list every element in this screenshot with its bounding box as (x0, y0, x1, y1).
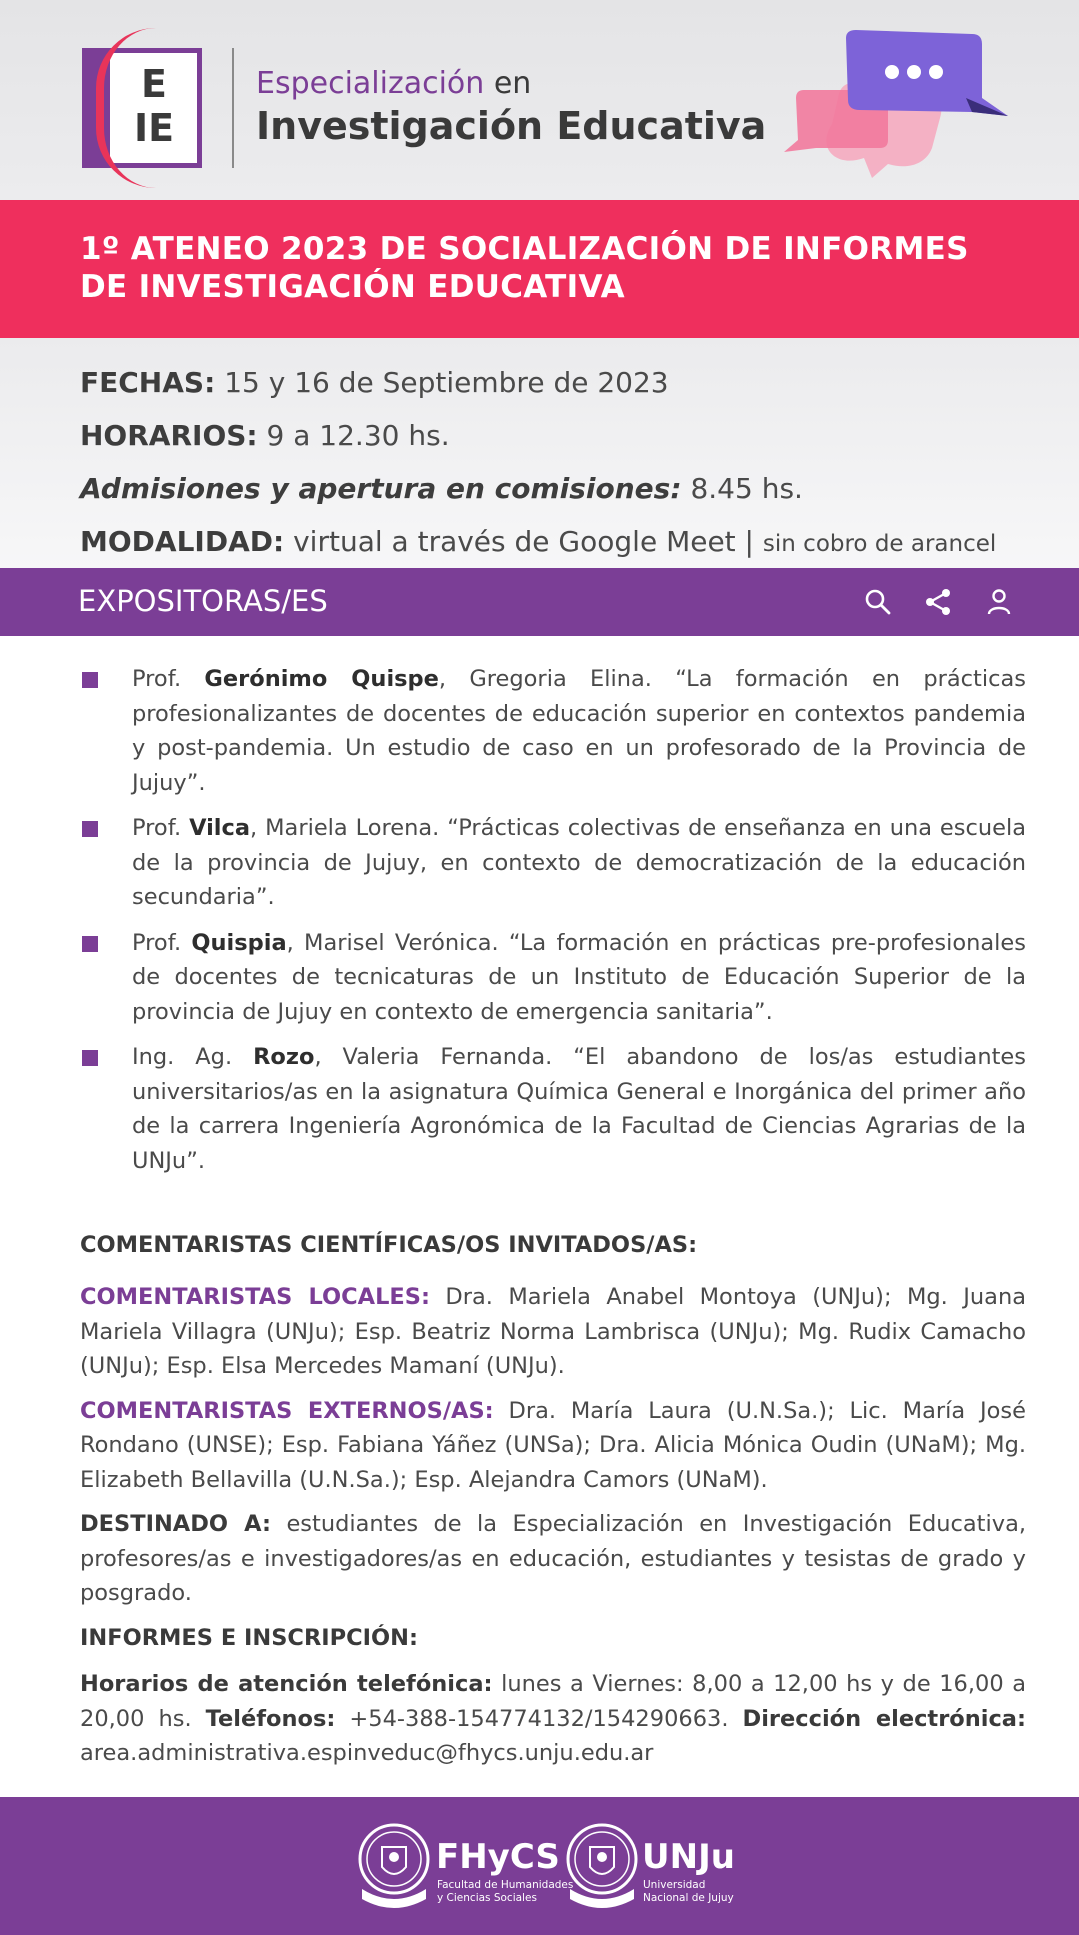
user-icon[interactable] (983, 586, 1015, 618)
event-details (80, 1228, 1026, 1781)
faculty-seal-icon (354, 1819, 434, 1915)
logo-letter-top: E (141, 62, 167, 106)
logo-letter-bottom: IE (133, 106, 175, 150)
event-title-line-1: 1º ATENEO 2023 DE SOCIALIZACIÓN DE INFORMES (80, 231, 969, 267)
email-label: Dirección electrónica: (742, 1705, 1026, 1732)
modality-note: sin cobro de arancel (762, 531, 997, 557)
speakers-list (80, 662, 1026, 1189)
bullet-square-icon (82, 821, 98, 837)
faculty-sub-1: Facultad de Humanidades (437, 1879, 574, 1891)
university-sub-1: Universidad (643, 1879, 706, 1891)
admission-label: Admisiones y apertura en comisiones: (80, 472, 682, 505)
phones-label: Teléfonos: (205, 1705, 336, 1732)
speaker-surname: Vilca (189, 815, 251, 841)
external-commentators (80, 1394, 1026, 1498)
share-icon[interactable] (922, 586, 954, 618)
program-prefix: Especialización (256, 66, 485, 101)
speaker-surname: Rozo (253, 1044, 315, 1070)
hours-value: 9 a 12.30 hs. (266, 419, 450, 452)
event-banner (0, 200, 1079, 338)
speaker-entry: Prof. Gerónimo Quispe, Gregoria Elina. “La formación en prácticas profesionalizantes de docentes de educación superior en contextos pandemia y post-pandemia. Un estudio de caso en un profesorado de la Provincia de Jujuy”. (132, 666, 1026, 796)
audience-value: estudiantes de la Especialización en Investigación Educativa, profesores/as e investigadores/as en educación, estudiantes y tesistas de grado y posgrado. (80, 1511, 1027, 1606)
admission-value: 8.45 hs. (690, 472, 803, 505)
hours-line (80, 409, 999, 462)
search-icon[interactable] (862, 586, 894, 618)
footer (0, 1797, 1079, 1935)
list-item (80, 1040, 1026, 1178)
speaker-entry: Prof. Vilca, Mariela Lorena. “Prácticas colectivas de enseñanza en una escuela de la provincia de Jujuy, en contexto de democratización de la educación secundaria”. (132, 815, 1027, 910)
dates-value: 15 y 16 de Septiembre de 2023 (224, 366, 669, 399)
external-commentators-label: COMENTARISTAS EXTERNOS/AS: (80, 1397, 494, 1424)
dates-label: FECHAS: (80, 366, 216, 399)
university-sub-2: Nacional de Jujuy (643, 1892, 734, 1904)
external-commentators-value: Dra. María Laura (U.N.Sa.); Lic. María José Rondano (UNSE); Esp. Fabiana Yáñez (UNSa); Dra. Alicia Mónica Oudin (UNaM); Mg. Elizabeth Bellavilla (U.N.Sa.); Esp. Alejandra Camors (UNaM). (80, 1397, 1026, 1493)
contact-heading: INFORMES E INSCRIPCIÓN: (80, 1624, 418, 1651)
logo-letters (124, 62, 184, 150)
contact-hours-label: Horarios de atención telefónica: (80, 1671, 493, 1697)
program-title-prefix (256, 66, 531, 101)
bullet-square-icon (82, 936, 98, 952)
audience (80, 1507, 1026, 1611)
program-name: Investigación Educativa (256, 104, 767, 148)
event-title-line-2: DE INVESTIGACIÓN EDUCATIVA (80, 269, 625, 305)
speaker-surname: Quispia (191, 929, 287, 956)
speaker-details: , Marisel Verónica. “La formación en prácticas pre-profesionales de docentes de tecnicaturas de un Instituto de Educación Superior de la provincia de Jujuy en contexto de emergencia sanitaria”. (132, 929, 1026, 1025)
contact-heading-line (80, 1621, 1026, 1656)
header-divider (232, 48, 234, 168)
list-item (80, 926, 1026, 1030)
university-subtitle (643, 1879, 734, 1905)
email-link[interactable]: area.administrativa.espinveduc@fhycs.unju.edu.ar (80, 1740, 654, 1766)
hours-label: HORARIOS: (80, 419, 258, 452)
local-commentators (80, 1280, 1026, 1384)
dates-line (80, 356, 999, 409)
modality-value: virtual a través de Google Meet | (293, 525, 754, 558)
bullet-square-icon (82, 1050, 98, 1066)
speaker-details: , Valeria Fernanda. “El abandono de los/as estudiantes universitarios/as en la asignatura Química General e Inorgánica del primer año de la carrera Ingeniería Agronómica de la Facultad de Ciencias Agrarias de la UNJu”. (132, 1044, 1026, 1174)
header (0, 0, 1079, 200)
speaker-details: , Gregoria Elina. “La formación en prácticas profesionalizantes de docentes de educación superior en contextos pandemia y post-pandemia. Un estudio de caso en un profesorado de la Provincia de Jujuy”. (132, 666, 1026, 796)
phones-value: +54-388-154774132/154290663. (349, 1705, 729, 1732)
event-info (0, 338, 1079, 568)
list-item (80, 662, 1026, 800)
contact-info (80, 1667, 1026, 1771)
contact-hours-value: lunes a Viernes: 8,00 a 12,00 hs y de 16,00 a 20,00 hs. (80, 1671, 1026, 1732)
commentators-heading: COMENTARISTAS CIENTÍFICAS/OS INVITADOS/AS: (80, 1232, 698, 1258)
faculty-sub-2: y Ciencias Sociales (437, 1892, 537, 1904)
speaker-entry: Prof. Quispia, Marisel Verónica. “La formación en prácticas pre-profesionales de docentes de tecnicaturas de un Instituto de Educación Superior de la provincia de Jujuy en contexto de emergencia sanitaria”. (132, 929, 1026, 1025)
speaker-entry: Ing. Ag. Rozo, Valeria Fernanda. “El abandono de los/as estudiantes universitarios/as en la asignatura Química General e Inorgánica del primer año de la carrera Ingeniería Agronómica de la Facultad de Ciencias Agrarias de la UNJu”. (132, 1044, 1026, 1174)
university-seal-icon (562, 1819, 642, 1915)
speaker-details: , Mariela Lorena. “Prácticas colectivas de enseñanza en una escuela de la provincia de Jujuy, en contexto de democratización de la educación secundaria”. (132, 815, 1027, 910)
modality-label: MODALIDAD: (80, 525, 285, 558)
university-name: UNJu (642, 1837, 735, 1877)
admission-line (80, 462, 999, 515)
faculty-name: FHyCS (436, 1837, 560, 1877)
chat-bubbles-icon (776, 28, 1016, 188)
local-commentators-label: COMENTARISTAS LOCALES: (80, 1284, 430, 1310)
faculty-subtitle (437, 1879, 573, 1905)
program-connector: en (493, 66, 532, 101)
speakers-header-bar (0, 568, 1079, 636)
speaker-surname: Gerónimo Quispe (204, 666, 439, 692)
local-commentators-value: Dra. Mariela Anabel Montoya (UNJu); Mg. Juana Mariela Villagra (UNJu); Esp. Beatriz Norma Lambrisca (UNJu); Mg. Rudix Camacho (UNJu); Esp. Elsa Mercedes Mamaní (UNJu). (80, 1284, 1026, 1379)
audience-label: DESTINADO A: (80, 1511, 271, 1537)
speakers-title: EXPOSITORAS/ES (78, 584, 328, 618)
bullet-square-icon (82, 672, 98, 688)
list-item (80, 811, 1026, 915)
modality-line (80, 515, 999, 571)
